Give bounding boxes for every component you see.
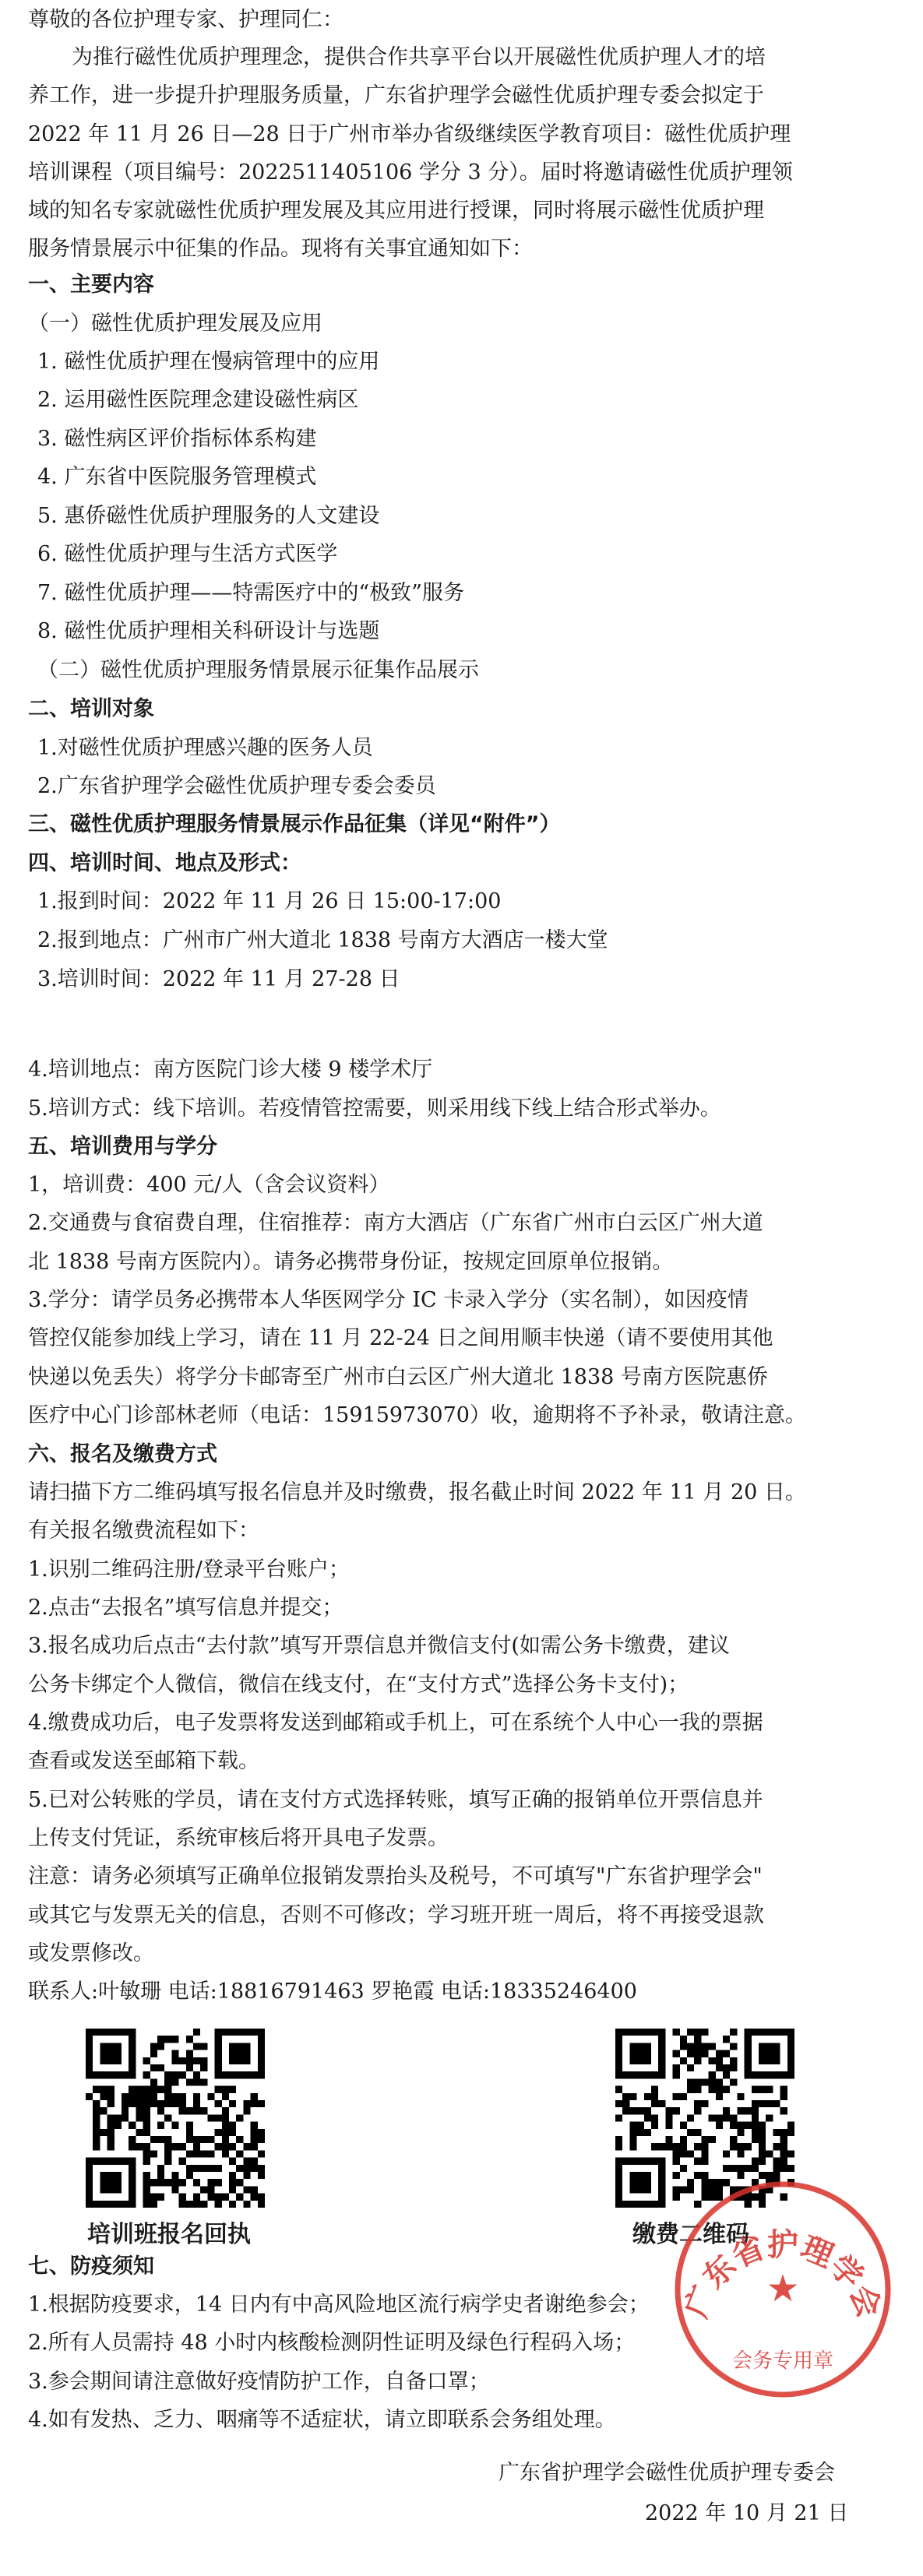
list-item: 3. 磁性病区评价指标体系构建 (37, 427, 317, 451)
section-title: 五、培训费用与学分 (28, 1135, 217, 1159)
body-line: 4.缴费成功后，电子发票将发送到邮箱或手机上，可在系统个人中心一我的票据 (28, 1711, 763, 1735)
subsection-title: （一）磁性优质护理发展及应用 (28, 311, 322, 336)
body-line: 3.学分：请学员务必携带本人华医网学分 IC 卡录入学分（实名制），如因疫情 (28, 1288, 749, 1312)
subsection-title: （二）磁性优质护理服务情景展示征集作品展示 (37, 658, 479, 682)
list-item: 8. 磁性优质护理相关科研设计与选题 (37, 619, 380, 643)
body-line: 1.根据防疫要求，14 日内有中高风险地区流行病学史者谢绝参会； (28, 2293, 650, 2317)
list-item: 1.对磁性优质护理感兴趣的医务人员 (37, 736, 373, 760)
body-line: 2.交通费与食宿费自理，住宿推荐：南方大酒店（广东省广州市白云区广州大道 (28, 1211, 763, 1235)
signature-org: 广东省护理学会磁性优质护理专委会 (498, 2461, 835, 2485)
body-line: 2.所有人员需持 48 小时内核酸检测阴性证明及绿色行程码入场； (28, 2331, 636, 2355)
body-line: 管控仅能参加线上学习，请在 11 月 22-24 日之间用顺丰快递（请不要使用其他 (28, 1326, 773, 1350)
list-item: 4.培训地点：南方医院门诊大楼 9 楼学术厅 (28, 1057, 433, 1082)
body-line: 1.识别二维码注册/登录平台账户； (28, 1557, 350, 1582)
registration-qr-code[interactable] (86, 2029, 265, 2208)
registration-qr-caption: 培训班报名回执 (87, 2221, 251, 2248)
body-line: 注意：请务必须填写正确单位报销发票抬头及税号，不可填写"广东省护理学会" (28, 1864, 763, 1888)
svg-text:广东省护理学会: 广东省护理学会 (678, 2227, 888, 2323)
section-title: 六、报名及缴费方式 (28, 1442, 217, 1466)
body-line: 北 1838 号南方医院内）。请务必携带身份证，按规定回原单位报销。 (28, 1250, 674, 1274)
body-line: 医疗中心门诊部林老师（电话：15915973070）收，逾期将不予补录，敬请注意。 (28, 1403, 806, 1427)
list-item: 7. 磁性优质护理——特需医疗中的“极致”服务 (37, 581, 464, 605)
body-line: 查看或发送至邮箱下载。 (28, 1749, 259, 1773)
list-item: 1.报到时间：2022 年 11 月 26 日 15:00-17:00 (37, 889, 502, 913)
list-item: 2.广东省护理学会磁性优质护理专委会委员 (37, 774, 436, 798)
contact-line: 联系人:叶敏珊 电话:18816791463 罗艳霞 电话:18335246400 (28, 1980, 637, 2004)
body-line: 快递以免丢失）将学分卡邮寄至广州市白云区广州大道北 1838 号南方医院惠侨 (28, 1365, 768, 1389)
body-line: 上传支付凭证，系统审核后将开具电子发票。 (28, 1826, 449, 1850)
signature-date: 2022 年 10 月 21 日 (645, 2501, 849, 2525)
body-line: 或其它与发票无关的信息，否则不可修改；学习班开班一周后，将不再接受退款 (28, 1903, 764, 1927)
body-line: 请扫描下方二维码填写报名信息并及时缴费，报名截止时间 2022 年 11 月 20 日。 (28, 1480, 806, 1504)
body-line: 公务卡绑定个人微信，微信在线支付，在“支付方式”选择公务卡支付)； (28, 1673, 689, 1697)
body-line: 4.如有发热、乏力、咽痛等不适症状，请立即联系会务组处理。 (28, 2408, 616, 2432)
list-item: 2.报到地点：广州市广州大道北 1838 号南方大酒店一楼大堂 (37, 928, 608, 952)
body-line: 或发票修改。 (28, 1941, 154, 1965)
payment-qr-caption: 缴费二维码 (632, 2221, 749, 2248)
body-line: 2.点击“去报名”填写信息并提交； (28, 1596, 343, 1620)
list-item: 3.培训时间：2022 年 11 月 27-28 日 (37, 967, 400, 991)
list-item: 1. 磁性优质护理在慢病管理中的应用 (37, 350, 380, 374)
list-item: 2. 运用磁性医院理念建设磁性病区 (37, 388, 359, 412)
body-line: 5.已对公转账的学员，请在支付方式选择转账，填写正确的报销单位开票信息并 (28, 1788, 763, 1812)
section-title: 七、防疫须知 (28, 2254, 154, 2279)
intro-line: 2022 年 11 月 26 日—28 日于广州市举办省级继续医学教育项目：磁性优质护理 (28, 122, 791, 146)
list-item: 5. 惠侨磁性优质护理服务的人文建设 (37, 504, 380, 528)
section-title: 二、培训对象 (28, 697, 154, 721)
body-line: 1，培训费：400 元/人（含会议资料） (28, 1173, 390, 1197)
body-line: 有关报名缴费流程如下： (28, 1519, 259, 1543)
body-line: 3.报名成功后点击“去付款”填写开票信息并微信支付(如需公务卡缴费，建议 (28, 1634, 730, 1658)
section-title: 一、主要内容 (28, 273, 154, 297)
intro-line: 培训课程（项目编号：2022511405106 学分 3 分）。届时将邀请磁性优质护理领 (28, 160, 793, 185)
greeting: 尊敬的各位护理专家、护理同仁： (28, 8, 343, 32)
intro-line: 域的知名专家就磁性优质护理发展及其应用进行授课，同时将展示磁性优质护理 (28, 199, 764, 223)
body-line: 3.参会期间请注意做好疫情防护工作，自备口罩； (28, 2370, 490, 2394)
intro-line: 服务情景展示中征集的作品。现将有关事宜通知如下： (28, 237, 533, 261)
svg-text:会务专用章: 会务专用章 (731, 2349, 834, 2373)
section-title: 四、培训时间、地点及形式： (28, 851, 301, 875)
intro-line: 为推行磁性优质护理理念，提供合作共享平台以开展磁性优质护理人才的培 (72, 45, 766, 69)
official-seal (670, 2177, 896, 2402)
svg-text:★: ★ (766, 2267, 800, 2310)
intro-line: 养工作，进一步提升护理服务质量，广东省护理学会磁性优质护理专委会拟定于 (28, 83, 764, 107)
list-item: 6. 磁性优质护理与生活方式医学 (37, 542, 338, 566)
section-title: 三、磁性优质护理服务情景展示作品征集（详见“附件”） (28, 812, 561, 836)
list-item: 4. 广东省中医院服务管理模式 (37, 465, 317, 489)
list-item: 5.培训方式：线下培训。若疫情管控需要，则采用线下线上结合形式举办。 (28, 1096, 721, 1121)
